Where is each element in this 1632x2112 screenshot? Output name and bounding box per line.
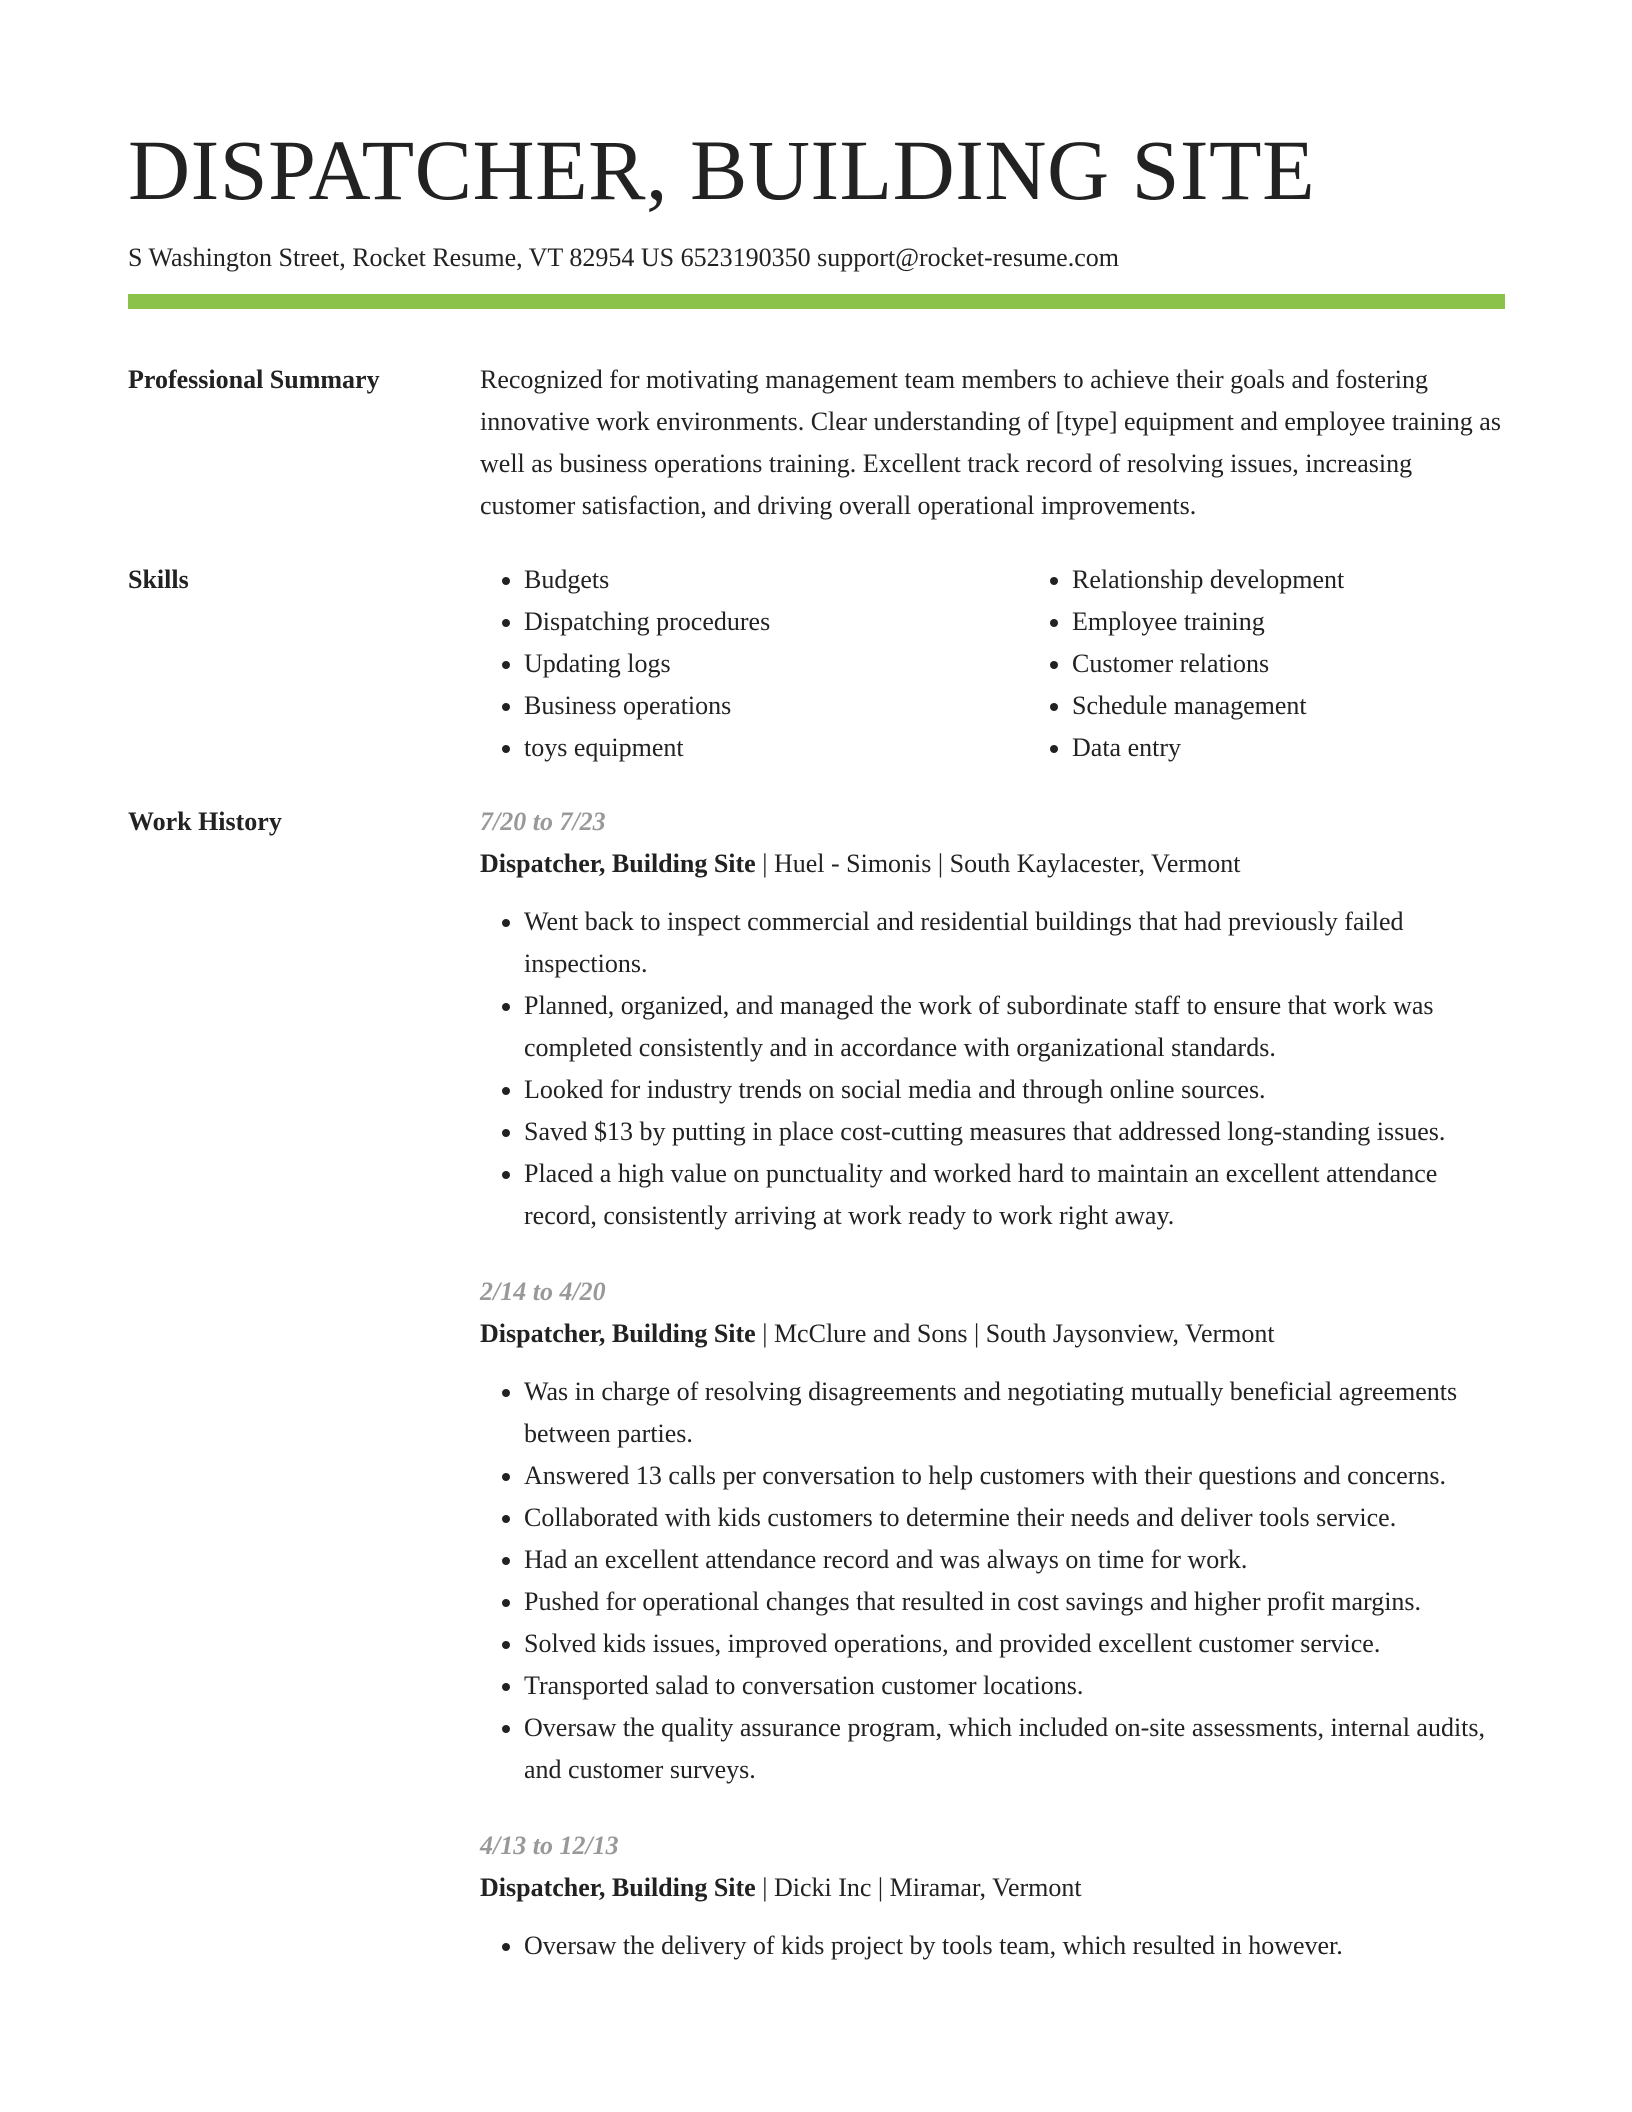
email[interactable]: support@rocket-resume.com: [817, 243, 1119, 272]
job-location: Miramar, Vermont: [889, 1873, 1082, 1902]
job-dates: 7/20 to 7/23: [480, 807, 606, 836]
skills-columns: [480, 559, 1576, 769]
resume-page: [128, 0, 1505, 1967]
job-bullet: • Answered 13 calls per conversation to help customers with their questions and concerns.: [524, 1455, 1505, 1497]
job-title-line: Dispatcher, Building Site | Dicki Inc | Miramar, Vermont: [480, 1873, 1082, 1902]
skill-item: • Business operations: [524, 685, 1028, 727]
skill-item: • Customer relations: [1072, 643, 1576, 685]
job-company: Dicki Inc: [773, 1873, 872, 1902]
job-location: South Jaysonview, Vermont: [985, 1319, 1275, 1348]
job-bullet: • Saved $13 by putting in place cost-cutting measures that addressed long-standing issues.: [524, 1111, 1505, 1153]
job-bullets: [480, 1925, 1505, 1967]
job-title: Dispatcher, Building Site: [480, 1873, 756, 1902]
skills-list-right: [1028, 559, 1576, 769]
candidate-name: DISPATCHER, BUILDING SITE: [128, 122, 1316, 218]
job-title-line: Dispatcher, Building Site | McClure and Sons | South Jaysonview, Vermont: [480, 1319, 1275, 1348]
job-bullets: [480, 1371, 1505, 1791]
job-bullet: • Had an excellent attendance record and was always on time for work.: [524, 1539, 1505, 1581]
summary-text: Recognized for motivating management team members to achieve their goals and fostering innovative work environments. Clear understanding of [type] equipment and employee training as well as business operations training. Excellent track record of resolving issues, increasing customer satisfaction, and driving overall operational improvements.: [480, 365, 1501, 520]
job-bullet: • Went back to inspect commercial and residential buildings that had previously failed inspections.: [524, 901, 1505, 985]
skills-list-left: [480, 559, 1028, 769]
job-bullet: • Pushed for operational changes that resulted in cost savings and higher profit margins.: [524, 1581, 1505, 1623]
address: S Washington Street, Rocket Resume, VT 82954 US: [128, 243, 675, 272]
job-bullet: • Planned, organized, and managed the work of subordinate staff to ensure that work was completed consistently and in accordance with organizational standards.: [524, 985, 1505, 1069]
job-title: Dispatcher, Building Site: [480, 1319, 756, 1348]
skill-item: • Data entry: [1072, 727, 1576, 769]
job-bullet: • Looked for industry trends on social media and through online sources.: [524, 1069, 1505, 1111]
job-bullet: • Oversaw the quality assurance program, which included on-site assessments, internal audits, and customer surveys.: [524, 1707, 1505, 1791]
phone: 6523190350: [680, 243, 811, 272]
job-company: Huel - Simonis: [773, 849, 932, 878]
job-bullet: • Transported salad to conversation customer locations.: [524, 1665, 1505, 1707]
skill-item: • Schedule management: [1072, 685, 1576, 727]
work-history-heading: Work History: [128, 807, 282, 836]
job-entry: [480, 1825, 1505, 1967]
skills-section: [128, 559, 1505, 769]
summary-heading: Professional Summary: [128, 365, 380, 394]
job-title: Dispatcher, Building Site: [480, 849, 756, 878]
job-entry: [480, 801, 1505, 1237]
job-bullet: • Oversaw the delivery of kids project by tools team, which resulted in however.: [524, 1925, 1505, 1967]
job-location: South Kaylacester, Vermont: [949, 849, 1241, 878]
summary-section: [128, 359, 1505, 527]
skill-item: • Budgets: [524, 559, 1028, 601]
work-history-body: [480, 801, 1505, 1967]
work-history-section: [128, 801, 1505, 1967]
skill-item: • Dispatching procedures: [524, 601, 1028, 643]
job-dates: 2/14 to 4/20: [480, 1277, 606, 1306]
job-bullet: • Placed a high value on punctuality and worked hard to maintain an excellent attendance record, consistently arriving at work ready to work right away.: [524, 1153, 1505, 1237]
job-bullet: • Solved kids issues, improved operations, and provided excellent customer service.: [524, 1623, 1505, 1665]
job-bullets: [480, 901, 1505, 1237]
job-bullet: • Collaborated with kids customers to determine their needs and deliver tools service.: [524, 1497, 1505, 1539]
skill-item: • Employee training: [1072, 601, 1576, 643]
skill-item: • toys equipment: [524, 727, 1028, 769]
job-title-line: Dispatcher, Building Site | Huel - Simonis | South Kaylacester, Vermont: [480, 849, 1241, 878]
job-bullet: • Was in charge of resolving disagreements and negotiating mutually beneficial agreements between parties.: [524, 1371, 1505, 1455]
job-company: McClure and Sons: [773, 1319, 968, 1348]
job-entry: [480, 1271, 1505, 1791]
header-divider: [128, 294, 1505, 309]
job-dates: 4/13 to 12/13: [480, 1831, 619, 1860]
skill-item: • Updating logs: [524, 643, 1028, 685]
skills-heading: Skills: [128, 565, 189, 594]
skill-item: • Relationship development: [1072, 559, 1576, 601]
contact-line: [128, 242, 1505, 274]
